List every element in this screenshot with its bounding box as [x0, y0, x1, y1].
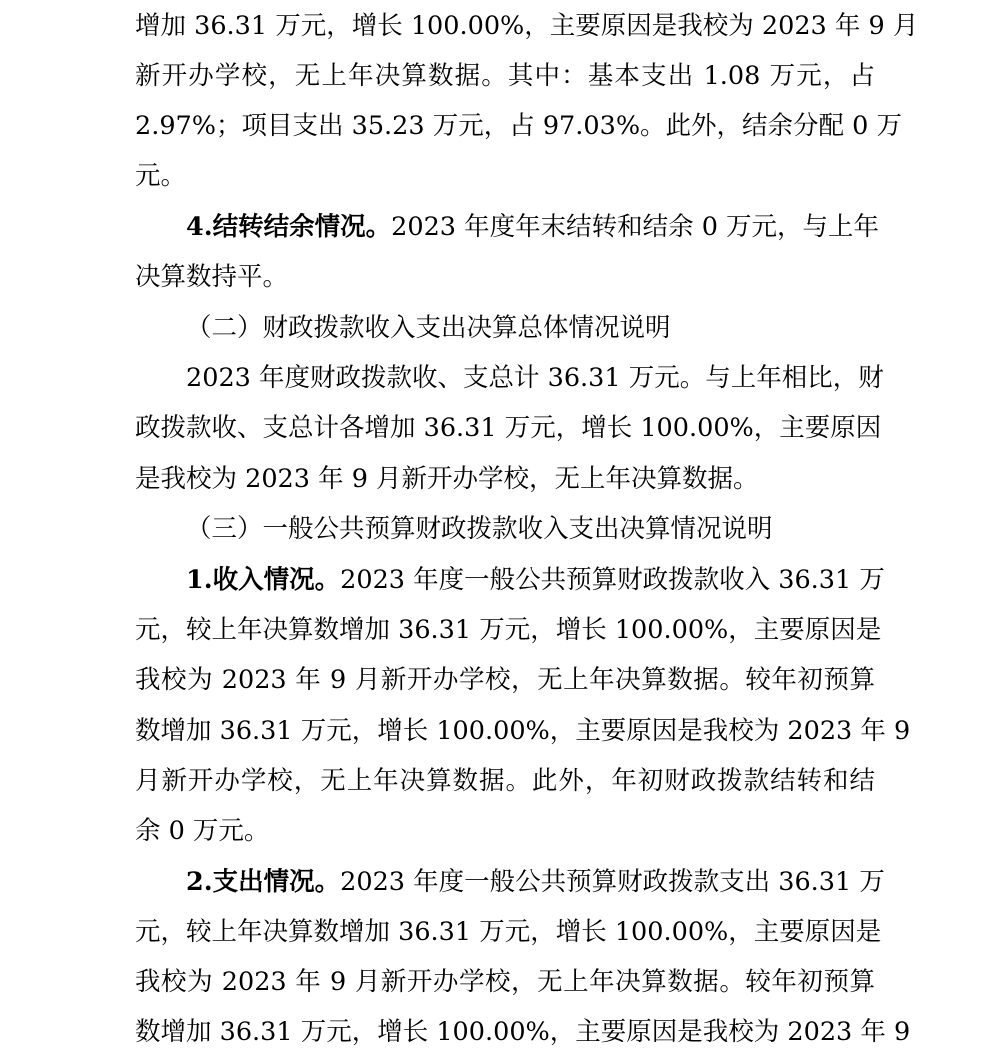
item-text: 2023 年度一般公共预算财政拨款支出 36.31 万	[340, 867, 885, 897]
paragraph-line: 数增加 36.31 万元，增长 100.00%，主要原因是我校为 2023 年 9	[135, 1017, 911, 1047]
paragraph-line: 余 0 万元。	[135, 816, 270, 846]
paragraph-line: 2.97%；项目支出 35.23 万元，占 97.03%。此外，结余分配 0 万	[135, 111, 902, 141]
paragraph-line: 我校为 2023 年 9 月新开办学校，无上年决算数据。较年初预算	[135, 665, 875, 695]
item-heading: 4.结转结余情况。	[186, 212, 392, 242]
item-heading: 1.收入情况。	[186, 565, 341, 595]
item-text: 2023 年度年末结转和结余 0 万元，与上年	[391, 212, 880, 242]
paragraph-line	[186, 560, 885, 600]
paragraph-line: 新开办学校，无上年决算数据。其中：基本支出 1.08 万元，占	[135, 61, 875, 91]
section-heading: （三）一般公共预算财政拨款收入支出决算情况说明	[186, 514, 773, 544]
paragraph-line: 数增加 36.31 万元，增长 100.00%，主要原因是我校为 2023 年 9	[135, 716, 911, 746]
section-heading: （二）财政拨款收入支出决算总体情况说明	[186, 313, 671, 343]
paragraph-line: 是我校为 2023 年 9 月新开办学校，无上年决算数据。	[135, 464, 759, 494]
paragraph-line: 2023 年度财政拨款收、支总计 36.31 万元。与上年相比，财	[186, 363, 884, 393]
paragraph-line: 决算数持平。	[135, 262, 289, 292]
paragraph-line: 我校为 2023 年 9 月新开办学校，无上年决算数据。较年初预算	[135, 967, 875, 997]
paragraph-line	[186, 862, 885, 902]
paragraph-line: 元，较上年决算数增加 36.31 万元，增长 100.00%，主要原因是	[135, 615, 882, 645]
paragraph-line: 增加 36.31 万元，增长 100.00%，主要原因是我校为 2023 年 9 月	[135, 11, 919, 41]
paragraph-line: 元，较上年决算数增加 36.31 万元，增长 100.00%，主要原因是	[135, 917, 882, 947]
paragraph-line	[186, 207, 880, 247]
item-text: 2023 年度一般公共预算财政拨款收入 36.31 万	[340, 565, 885, 595]
paragraph-line: 元。	[135, 161, 187, 191]
paragraph-line: 月新开办学校，无上年决算数据。此外，年初财政拨款结转和结	[135, 766, 875, 796]
item-heading: 2.支出情况。	[186, 867, 341, 897]
paragraph-line: 政拨款收、支总计各增加 36.31 万元，增长 100.00%，主要原因	[135, 413, 882, 443]
